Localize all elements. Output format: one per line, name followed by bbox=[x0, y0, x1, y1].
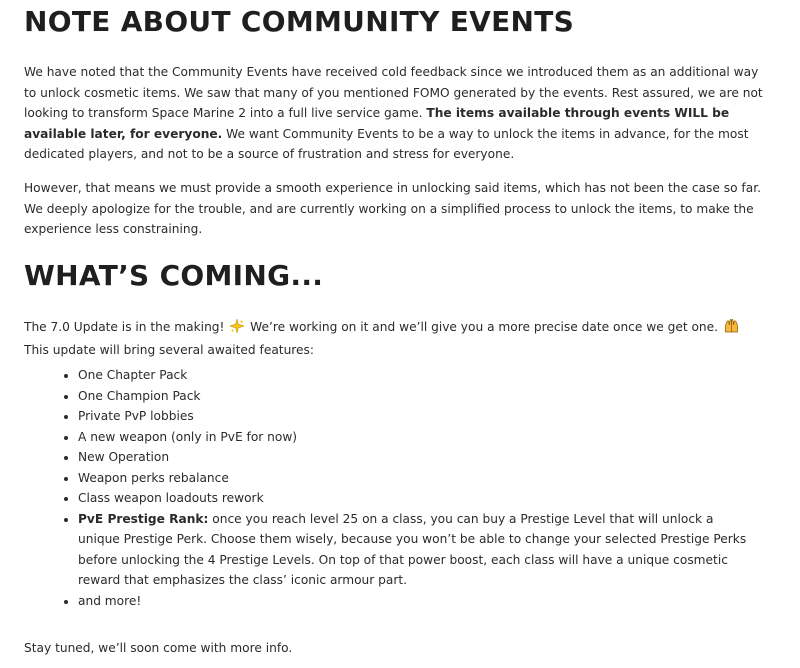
bold-statement: The items available through events WILL be available later, for everyone. bbox=[24, 106, 730, 141]
intro-text: This update will bring several awaited features: bbox=[24, 342, 314, 357]
list-item: • Class weapon loadouts rework bbox=[78, 488, 758, 509]
prestige-description: once you reach level 25 on a class, you can buy a Prestige Level that will unlock a unique Prestige Perk. Choose them wisely, because you won’t be able to change your selected Prestige Perks before unlocking the 4 Prestige Levels. On top of that power boost, each class will have a unique cosmetic reward that emphasizes the class’ iconic armour part. bbox=[78, 511, 747, 587]
list-item: • A new weapon (only in PvE for now) bbox=[78, 427, 758, 448]
paragraph-text: We want Community Events to be a way to unlock the items in advance, for the most dedicated players, and not to be a source of frustration and stress for everyone. bbox=[24, 126, 749, 161]
paragraph-update-intro bbox=[24, 317, 774, 360]
paragraph-outro: Stay tuned, we’ll soon come with more info. bbox=[24, 641, 293, 655]
paragraph-community-feedback bbox=[24, 62, 774, 165]
list-item-prestige bbox=[78, 509, 758, 591]
list-item: • One Chapter Pack bbox=[78, 365, 758, 386]
prestige-label: PvE Prestige Rank: bbox=[78, 511, 209, 526]
intro-text: The 7.0 Update is in the making! bbox=[24, 320, 225, 334]
raising-hands-icon bbox=[724, 319, 739, 340]
list-item: • Weapon perks rebalance bbox=[78, 468, 758, 489]
list-item: • New Operation bbox=[78, 447, 758, 468]
sparkles-icon bbox=[230, 319, 244, 340]
feature-list bbox=[62, 365, 758, 611]
intro-text: We’re working on it and we’ll give you a more precise date once we get one. bbox=[250, 320, 719, 334]
list-item: • Private PvP lobbies bbox=[78, 406, 758, 427]
list-item: • and more! bbox=[78, 591, 758, 612]
paragraph-text: We have noted that the Community Events have received cold feedback since we introduced them as an additional way to unlock cosmetic items. We saw that many of you mentioned FOMO generated by the events. Rest assured, we are not looking to transform Space Marine 2 into a full live service game. bbox=[24, 65, 763, 120]
heading-community-events: NOTE ABOUT COMMUNITY EVENTS bbox=[24, 5, 575, 38]
list-item: • One Champion Pack bbox=[78, 386, 758, 407]
heading-whats-coming: WHAT’S COMING... bbox=[24, 259, 324, 292]
paragraph-apology: However, that means we must provide a smooth experience in unlocking said items, which has not been the case so far. We deeply apologize for the trouble, and are currently working on a simplified process to unlock the items, to make the experience less constraining. bbox=[24, 181, 761, 236]
